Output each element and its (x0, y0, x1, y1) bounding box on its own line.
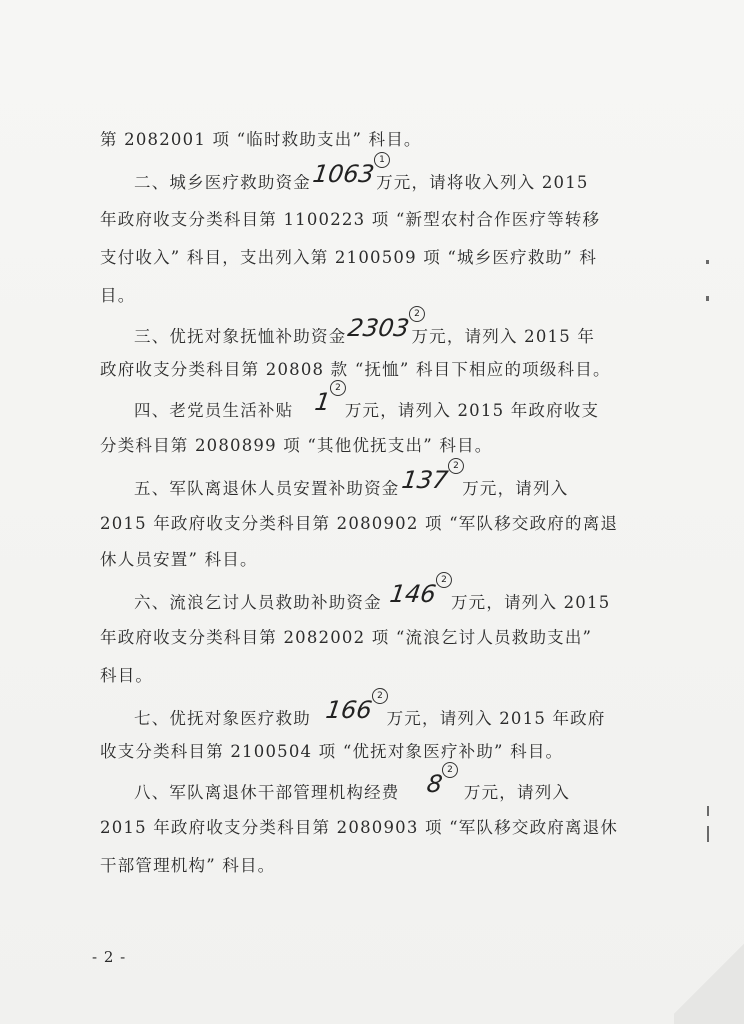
scan-speck (706, 296, 709, 301)
circled-mark: 2 (443, 762, 459, 778)
circled-mark: 1 (374, 152, 390, 168)
text-line: 休人员安置” 科目。 (100, 550, 258, 569)
circled-mark: 2 (372, 688, 388, 704)
handwritten-amount: 137 2 (400, 468, 449, 492)
handwritten-amount: 1 2 (313, 390, 332, 414)
text-line: 第 2082001 项 “临时救助支出” 科目。 (100, 130, 422, 149)
handwritten-amount: 2303 2 (347, 316, 411, 340)
text-line: 四、老党员生活补贴 1 2 万元，请列入 2015 年政府收支 (134, 396, 599, 423)
text-line: 科目。 (100, 666, 154, 685)
text-line: 七、优抚对象医疗救助 166 2 万元，请列入 2015 年政府 (134, 704, 606, 731)
text-line: 五、军队离退休人员安置补助资金137 2 万元，请列入 (134, 474, 568, 501)
handwritten-amount: 8 2 (426, 772, 445, 796)
text-line: 政府收支分类科目第 20808 款 “抚恤” 科目下相应的项级科目。 (100, 360, 611, 379)
text-line: 目。 (100, 286, 136, 305)
text-line: 收支分类科目第 2100504 项 “优抚对象医疗补助” 科目。 (100, 742, 564, 761)
text-line: 干部管理机构” 科目。 (100, 856, 276, 875)
text-line: 六、流浪乞讨人员救助补助资金 146 2 万元，请列入 2015 (134, 588, 610, 615)
text-line: 八、军队离退休干部管理机构经费 8 2 万元，请列入 (134, 778, 570, 805)
circled-mark: 2 (409, 306, 425, 322)
circled-mark: 2 (447, 458, 463, 474)
text-line: 分类科目第 2080899 项 “其他优抚支出” 科目。 (100, 436, 493, 455)
handwritten-amount: 1063 1 (311, 162, 375, 186)
scan-speck (707, 806, 709, 816)
text-line: 二、城乡医疗救助资金1063 1 万元，请将收入列入 2015 (134, 168, 589, 195)
scan-speck (706, 260, 709, 264)
scan-speck (707, 826, 709, 842)
text-line: 三、优抚对象抚恤补助资金2303 2 万元，请列入 2015 年 (134, 322, 595, 349)
handwritten-amount: 146 2 (389, 582, 438, 606)
text-line: 2015 年政府收支分类科目第 2080903 项 “军队移交政府离退休 (100, 818, 619, 837)
page-corner-fold (674, 934, 744, 1024)
handwritten-amount: 166 2 (324, 698, 373, 722)
circled-mark: 2 (330, 380, 346, 396)
text-line: 年政府收支分类科目第 2082002 项 “流浪乞讨人员救助支出” (100, 628, 593, 647)
circled-mark: 2 (436, 572, 452, 588)
text-line: 年政府收支分类科目第 1100223 项 “新型农村合作医疗等转移 (100, 210, 601, 229)
page-number: - 2 - (92, 948, 127, 966)
text-line: 2015 年政府收支分类科目第 2080902 项 “军队移交政府的离退 (100, 514, 619, 533)
text-line: 支付收入” 科目，支出列入第 2100509 项 “城乡医疗救助” 科 (100, 248, 598, 267)
